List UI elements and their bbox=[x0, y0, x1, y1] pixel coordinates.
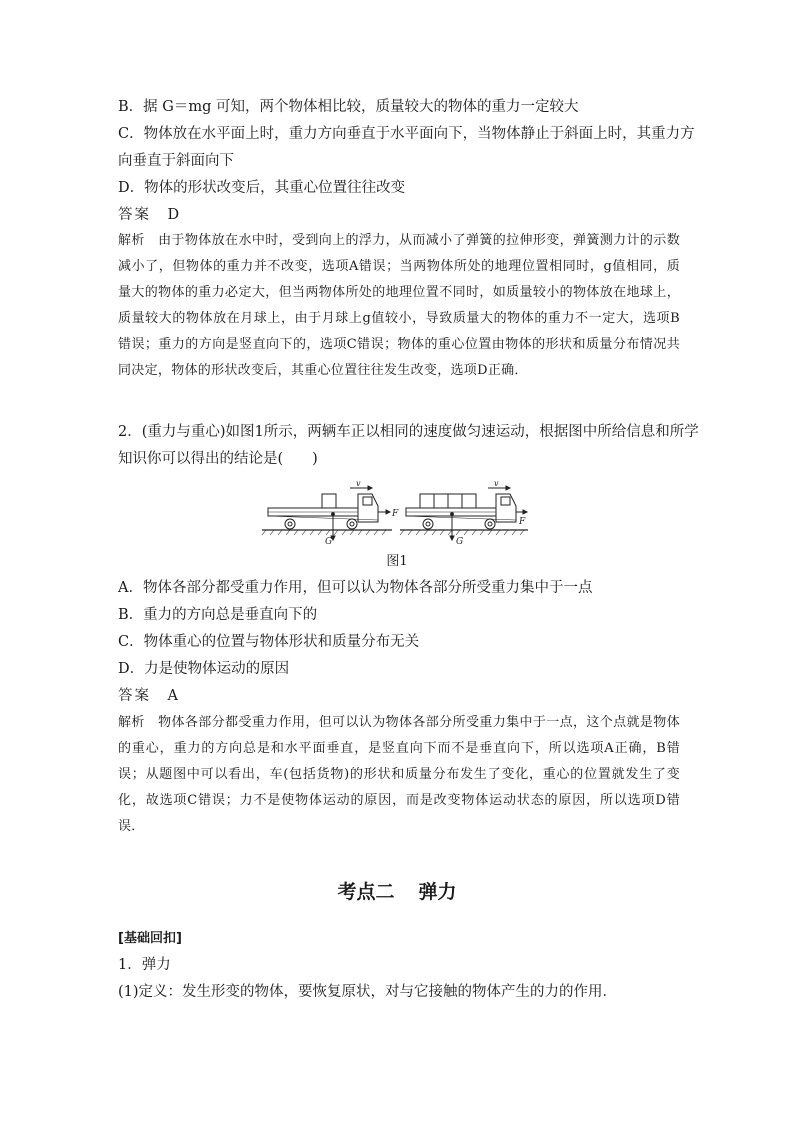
wheel bbox=[347, 519, 357, 529]
q2-option-c: C．物体重心的位置与物体形状和质量分布无关 bbox=[118, 634, 420, 650]
velocity-label-1: v bbox=[356, 479, 361, 488]
q2-answer: 答案 A bbox=[118, 688, 180, 704]
force-label-1: F bbox=[392, 509, 399, 519]
q2-option-d: D．力是使物体运动的原因 bbox=[118, 661, 290, 677]
trucks-figure bbox=[260, 474, 530, 546]
truck-1-cab bbox=[358, 494, 378, 522]
wheel bbox=[285, 519, 295, 529]
q1-answer: 答案 D bbox=[118, 207, 182, 223]
cargo-box bbox=[448, 494, 462, 508]
q1-option-d: D．物体的形状改变后，其重心位置往往改变 bbox=[118, 180, 406, 196]
section-number: 考点二 bbox=[337, 881, 395, 903]
q1-explanation: 解析 由于物体放在水中时，受到向上的浮力，从而减小了弹簧的拉伸形变，弹簧测力计的示数减小了，但物体的重力并不改变，选项A错误；当两物体所处的地理位置相同时，g值相同，质量大的物体的重力必定大，但当两物体所处的地理位置不同时，如质量较小的物体放在地球上，质量较大的物体放在月球上，由于月球上g值较小，导致质量大的物体的重力不一定大，选项B错误；重力的方向是竖直向下的，选项C错误；物体的重心位置由物体的形状和质量分布情况共同决定，物体的形状改变后，其重心位置往往发生改变，选项D正确． bbox=[118, 233, 680, 378]
q2-option-a: A．物体各部分都受重力作用，但可以认为物体各部分所受重力集中于一点 bbox=[118, 580, 593, 596]
truck-1 bbox=[262, 486, 392, 540]
cargo-box bbox=[420, 494, 434, 508]
truck-2 bbox=[400, 486, 528, 540]
cargo-box bbox=[322, 494, 336, 508]
section-heading bbox=[0, 877, 794, 904]
ground-hatch-2 bbox=[400, 530, 524, 535]
q2-explanation: 解析 物体各部分都受重力作用，但可以认为物体各部分所受重力集中于一点，这个点就是物体的重心，重力的方向总是和水平面垂直，是竖直向下而不是垂直向下，所以选项A正确，B错误；从题图中可以看出，车(包括货物)的形状和质量分布发生了变化，重心的位置就发生了变化，故选项C错误；力不是使物体运动的原因，而是改变物体运动状态的原因，所以选项D错误． bbox=[118, 715, 680, 834]
wheel bbox=[423, 519, 433, 529]
force-label-2: F bbox=[519, 517, 526, 527]
cargo-box bbox=[462, 494, 476, 508]
q1-option-c-line1: C．物体放在水平面上时，重力方向垂直于水平面向下，当物体静止于斜面上时，其重力方 bbox=[118, 126, 695, 142]
cargo-box bbox=[434, 494, 448, 508]
figure-caption: 图1 bbox=[386, 554, 408, 569]
q2-stem-line1: 2．(重力与重心)如图1所示，两辆车正以相同的速度做匀速运动，根据图中所给信息和所学 bbox=[118, 424, 699, 440]
q2-option-b: B．重力的方向总是垂直向下的 bbox=[118, 607, 318, 623]
q1-option-b: B．据 G＝mg 可知，两个物体相比较，质量较大的物体的重力一定较大 bbox=[118, 99, 579, 115]
gravity-label-2: G bbox=[456, 537, 464, 546]
wheel bbox=[485, 519, 495, 529]
gravity-label-1: G bbox=[325, 537, 333, 546]
basics-tag: [基础回扣] bbox=[118, 931, 182, 946]
q1-option-c-line2: 向垂直于斜面向下 bbox=[118, 153, 234, 169]
basics-item-1-definition: (1)定义：发生形变的物体，要恢复原状，对与它接触的物体产生的力的作用． bbox=[118, 984, 618, 1000]
ground-hatch-1 bbox=[262, 530, 386, 535]
q2-stem-line2: 知识你可以得出的结论是( ) bbox=[118, 451, 318, 467]
basics-item-1: 1．弹力 bbox=[118, 957, 171, 973]
section-title: 弹力 bbox=[418, 881, 457, 903]
velocity-label-2: v bbox=[494, 479, 499, 488]
truck-2-cab bbox=[496, 494, 516, 522]
